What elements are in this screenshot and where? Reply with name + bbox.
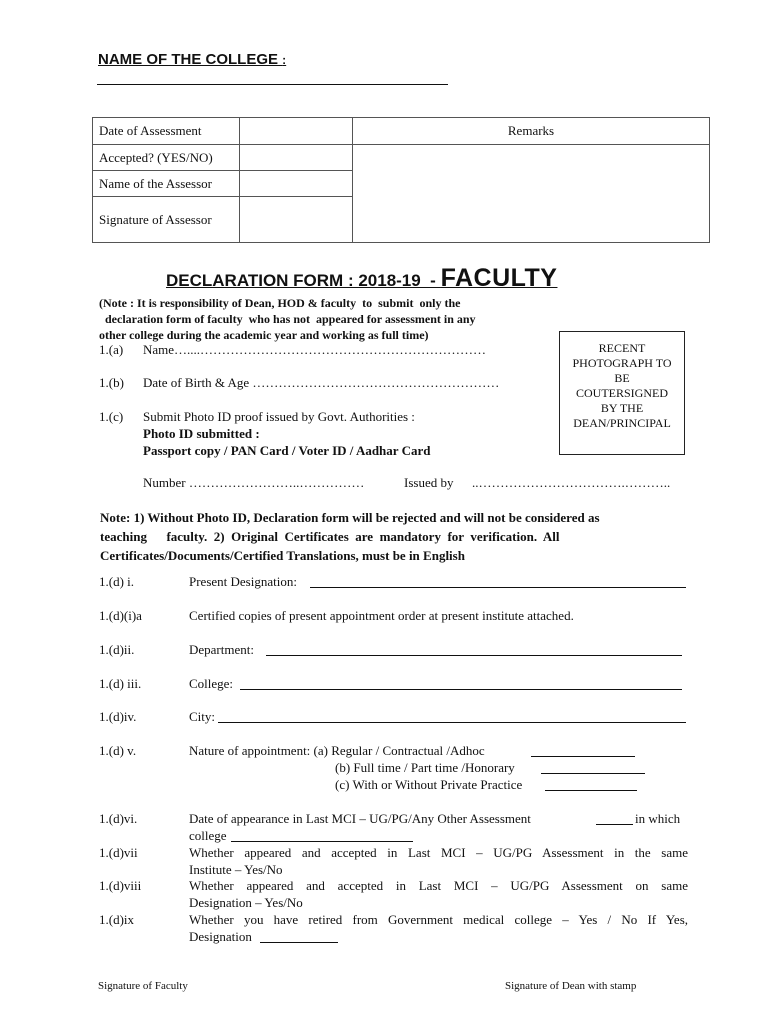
college-name-line[interactable] (97, 84, 448, 85)
remarks-header: Remarks (353, 118, 710, 145)
assessor-signature-label: Signature of Assessor (93, 197, 240, 243)
photo-id-options: Passport copy / PAN Card / Voter ID / Aadhar Card (143, 443, 431, 458)
college-label: College: (189, 676, 234, 691)
present-designation-field[interactable] (310, 587, 686, 588)
dean-signature-label: Signature of Dean with stamp (505, 980, 637, 992)
item-number: 1.(d)iv. (99, 709, 137, 724)
faculty-signature-label: Signature of Faculty (98, 980, 188, 992)
college-title: NAME OF THE COLLEGE : (98, 51, 287, 68)
item-number: 1.(d) v. (99, 743, 137, 758)
same-institute-question: Whether appeared and accepted in Last MCI – UG/PG Assessment in the same (189, 845, 688, 860)
city-label: City: (189, 709, 216, 724)
item-number: 1.(d) i. (99, 574, 135, 589)
last-mci-date-label: Date of appearance in Last MCI – UG/PG/Any Other Assessment (189, 811, 531, 826)
responsibility-note (99, 295, 539, 343)
nature-of-appointment-label: Nature of appointment: (a) Regular / Contractual /Adhoc (189, 743, 485, 758)
assessment-table (92, 117, 710, 243)
assessor-name-field[interactable] (240, 171, 353, 197)
photo-box-line: BE (614, 371, 630, 385)
item-number: 1.(d) iii. (99, 676, 142, 691)
last-mci-college-field[interactable] (231, 841, 413, 842)
retired-designation-field[interactable] (260, 942, 338, 943)
photo-id-note (100, 508, 688, 565)
photo-box-line: DEAN/PRINCIPAL (573, 416, 671, 430)
item-number: 1.(d)vii (99, 845, 138, 860)
college-field[interactable] (240, 689, 682, 690)
item-number: 1.(d)(i)a (99, 608, 142, 623)
date-of-assessment-field[interactable] (240, 118, 353, 145)
appointment-b-label: (b) Full time / Part time /Honorary (335, 760, 515, 775)
retired-designation-label: Designation (189, 929, 252, 944)
photo-box[interactable] (559, 331, 685, 455)
form-title: DECLARATION FORM : 2018-19 - FACULTY (166, 264, 558, 292)
appointment-c-field[interactable] (545, 790, 637, 791)
same-institute-answer[interactable]: Institute – Yes/No (189, 862, 283, 877)
note-line: teaching faculty. 2) Original Certificates are mandatory for verification. All (100, 529, 560, 544)
last-mci-date-tail: in which (635, 811, 681, 826)
photo-box-line: COUTERSIGNED (576, 386, 668, 400)
photo-id-instruction: Submit Photo ID proof issued by Govt. Authorities : (143, 409, 415, 424)
assessor-name-label: Name of the Assessor (93, 171, 240, 197)
photo-box-line: BY THE (600, 401, 644, 415)
note-line: other college during the academic year and working as full time) (99, 328, 429, 342)
issued-by-label: Issued by (404, 475, 454, 490)
issued-by-field[interactable]: ..…………………………….……….. (472, 475, 671, 490)
item-number: 1.(d)viii (99, 878, 142, 893)
item-number: 1.(d)ii. (99, 642, 135, 657)
dob-age-field[interactable]: Date of Birth & Age ………………………………………………… (143, 375, 500, 390)
note-line: declaration form of faculty who has not appeared for assessment in any (99, 312, 476, 326)
appointment-order-text: Certified copies of present appointment order at present institute attached. (189, 608, 574, 623)
remarks-field[interactable] (353, 145, 710, 243)
retired-question: Whether you have retired from Government medical college – Yes / No If Yes, (189, 912, 688, 927)
appointment-b-field[interactable] (541, 773, 645, 774)
date-of-assessment-label: Date of Assessment (93, 118, 240, 145)
same-designation-question: Whether appeared and accepted in Last MCI – UG/PG Assessment on same (189, 878, 688, 893)
department-label: Department: (189, 642, 254, 657)
item-number: 1.(a) (99, 342, 124, 357)
note-line: Certificates/Documents/Certified Translations, must be in English (100, 548, 465, 563)
photo-id-submitted-label: Photo ID submitted : (143, 426, 260, 441)
photo-box-line: RECENT (598, 341, 646, 355)
accepted-field[interactable] (240, 145, 353, 171)
item-number: 1.(b) (99, 375, 124, 390)
photo-box-line: PHOTOGRAPH TO (572, 356, 672, 370)
last-mci-date-field[interactable] (596, 824, 633, 825)
city-field[interactable] (218, 722, 686, 723)
appointment-a-field[interactable] (531, 756, 635, 757)
present-designation-label: Present Designation: (189, 574, 297, 589)
name-field[interactable]: Name…....………………………………………………………… (143, 342, 487, 357)
id-number-field[interactable]: Number ……………………..…………… (143, 475, 365, 490)
item-number: 1.(d)ix (99, 912, 135, 927)
same-designation-answer[interactable]: Designation – Yes/No (189, 895, 303, 910)
item-number: 1.(d)vi. (99, 811, 138, 826)
note-line: Note: 1) Without Photo ID, Declaration form will be rejected and will not be considered as (100, 510, 600, 525)
assessor-signature-field[interactable] (240, 197, 353, 243)
department-field[interactable] (266, 655, 682, 656)
accepted-label: Accepted? (YES/NO) (93, 145, 240, 171)
item-number: 1.(c) (99, 409, 124, 424)
appointment-c-label: (c) With or Without Private Practice (335, 777, 523, 792)
last-mci-college-label: college (189, 828, 227, 843)
note-line: (Note : It is responsibility of Dean, HOD & faculty to submit only the (99, 296, 461, 310)
